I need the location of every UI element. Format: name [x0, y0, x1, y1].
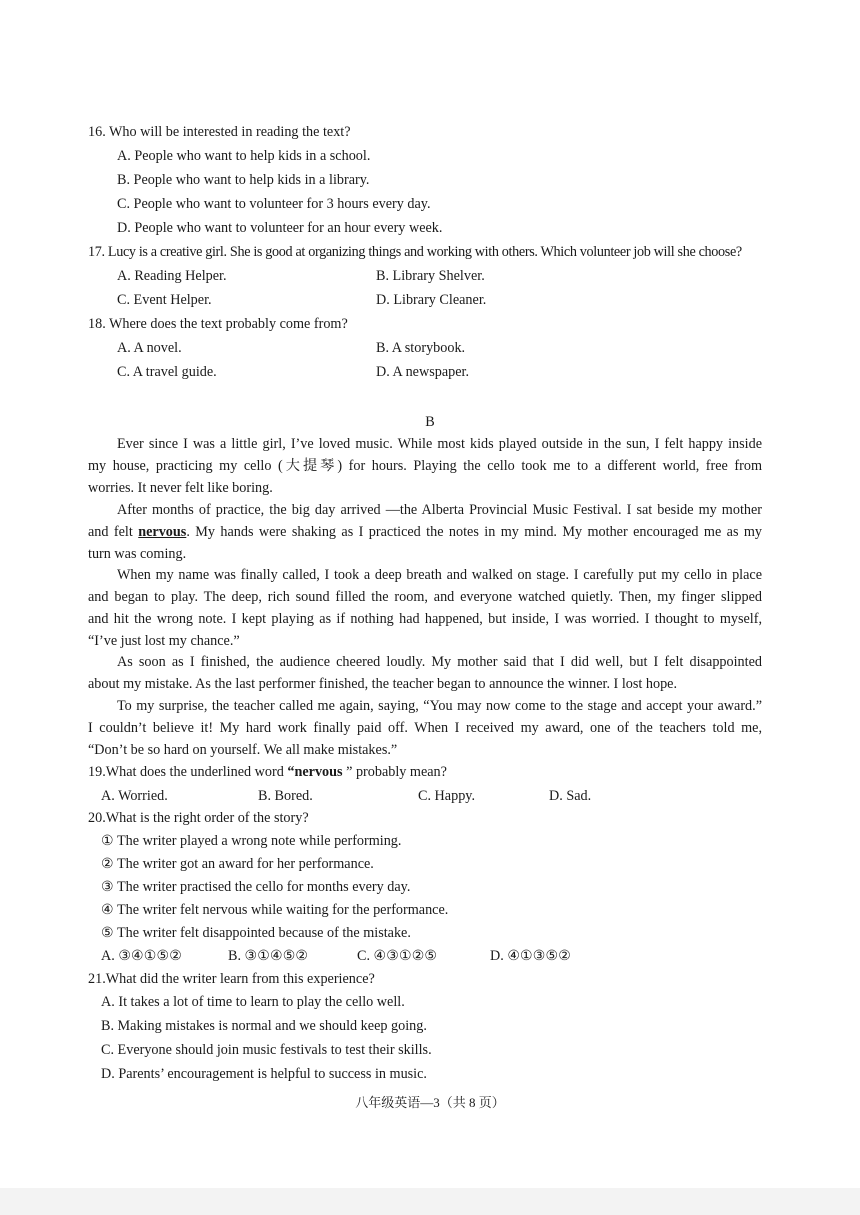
question-21-stem: 21.What did the writer learn from this experience? [88, 971, 375, 987]
passage-line: and hit the wrong note. I kept playing as if nothing had happened, but inside, I was worried. I thought to myself, [88, 611, 762, 627]
passage-line: worries. It never felt like boring. [88, 480, 273, 496]
question-19-stem: 19.What does the underlined word “nervous ” probably mean? [88, 764, 447, 780]
q20-statement: ④ The writer felt nervous while waiting for the performance. [101, 902, 449, 918]
q21-option-d: D. Parents’ encouragement is helpful to success in music. [101, 1066, 427, 1082]
passage-line: To my surprise, the teacher called me again, saying, “You may now come to the stage and accept your award.” [117, 698, 762, 714]
page-bottom-edge [0, 1188, 860, 1215]
q20-statement: ③ The writer practised the cello for months every day. [101, 879, 411, 895]
q16-option-a: A. People who want to help kids in a school. [117, 148, 371, 164]
question-16-stem: 16. Who will be interested in reading the text? [88, 124, 351, 140]
q18-option-d: D. A newspaper. [376, 364, 469, 380]
underlined-word-nervous: nervous [138, 524, 187, 540]
passage-line: and began to play. The deep, rich sound filled the room, and everyone watched quietly. Then, my finger slipped [88, 589, 762, 605]
q20-option-c: C. ④③①②⑤ [357, 948, 438, 964]
q18-option-b: B. A storybook. [376, 340, 466, 356]
passage-line: “Don’t be so hard on yourself. We all make mistakes.” [88, 742, 398, 758]
q21-option-a: A. It takes a lot of time to learn to play the cello well. [101, 994, 405, 1010]
q16-option-c: C. People who want to volunteer for 3 hours every day. [117, 196, 431, 212]
passage-line: my house, practicing my cello (大提琴) for hours. Playing the cello took me to a different world, free from [88, 458, 762, 474]
q20-statement: ⑤ The writer felt disappointed because of the mistake. [101, 925, 411, 941]
q20-statement: ① The writer played a wrong note while performing. [101, 833, 402, 849]
passage-line: I couldn’t believe it! My hard work finally paid off. When I received my award, one of the teachers told me, [88, 720, 762, 736]
passage-line: about my mistake. As the last performer finished, the teacher began to announce the winner. I lost hope. [88, 676, 678, 692]
q21-option-b: B. Making mistakes is normal and we should keep going. [101, 1018, 427, 1034]
question-18-stem: 18. Where does the text probably come from? [88, 316, 348, 332]
q20-option-d: D. ④①③⑤② [490, 948, 571, 964]
passage-line: turn was coming. [88, 546, 187, 562]
q20-statement: ② The writer got an award for her performance. [101, 856, 374, 872]
passage-line: “I’ve just lost my chance.” [88, 633, 240, 649]
q19-option-a: A. Worried. [101, 788, 168, 804]
q21-option-c: C. Everyone should join music festivals to test their skills. [101, 1042, 432, 1058]
q17-option-d: D. Library Cleaner. [376, 292, 487, 308]
question-20-stem: 20.What is the right order of the story? [88, 810, 309, 826]
q17-option-c: C. Event Helper. [117, 292, 212, 308]
passage-line: When my name was finally called, I took a deep breath and walked on stage. I carefully put my cello in place [117, 567, 762, 583]
q19-option-c: C. Happy. [418, 788, 476, 804]
passage-line: and felt nervous. My hands were shaking as I practiced the notes in my mind. My mother encouraged me as my [88, 524, 763, 540]
section-heading: B [425, 414, 435, 430]
q19-option-d: D. Sad. [549, 788, 592, 804]
passage-line: After months of practice, the big day arrived —the Alberta Provincial Music Festival. I sat beside my mother [117, 502, 762, 518]
question-17-stem: 17. Lucy is a creative girl. She is good at organizing things and working with others. Which volunteer job will she choose? [88, 244, 742, 260]
q16-option-d: D. People who want to volunteer for an hour every week. [117, 220, 443, 236]
passage-line: As soon as I finished, the audience cheered loudly. My mother said that I did well, but I felt disappointed [117, 654, 762, 670]
q18-option-a: A. A novel. [117, 340, 182, 356]
q17-option-a: A. Reading Helper. [117, 268, 227, 284]
q20-option-b: B. ③①④⑤② [228, 948, 309, 964]
passage-line: Ever since I was a little girl, I’ve loved music. While most kids played outside in the sun, I felt happy inside [117, 436, 762, 452]
page-footer: 八年级英语—3（共 8 页） [355, 1095, 505, 1110]
q17-option-b: B. Library Shelver. [376, 268, 485, 284]
q20-option-a: A. ③④①⑤② [101, 948, 182, 964]
q18-option-c: C. A travel guide. [117, 364, 217, 380]
q19-option-b: B. Bored. [258, 788, 313, 804]
q16-option-b: B. People who want to help kids in a library. [117, 172, 370, 188]
